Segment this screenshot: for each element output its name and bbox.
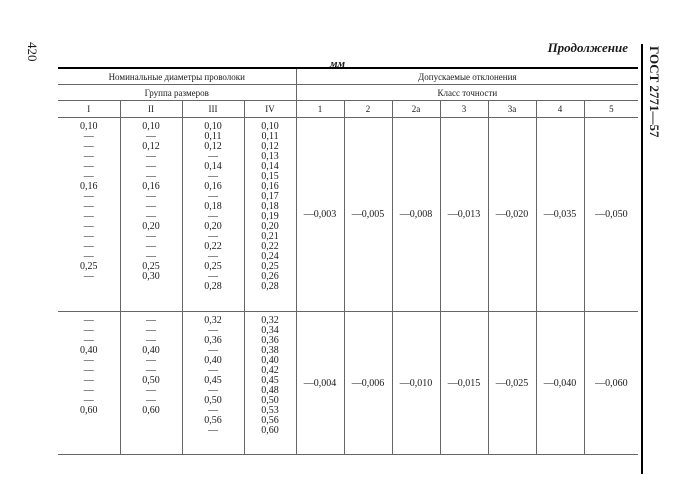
size-value: — <box>146 365 156 376</box>
size-value: 0,14 <box>261 161 279 172</box>
size-value: — <box>208 365 218 376</box>
size-value: — <box>83 151 94 162</box>
size-value: — <box>146 335 156 346</box>
size-value: — <box>208 405 218 416</box>
size-value: — <box>208 151 218 162</box>
col-class-2: 2 <box>344 101 392 118</box>
size-value: 0,10 <box>261 121 279 132</box>
size-value: 0,28 <box>204 281 222 292</box>
cell-tolerance: —0,025 <box>488 312 536 455</box>
size-value: 0,45 <box>204 375 222 386</box>
size-value: 0,56 <box>261 415 279 426</box>
size-value: 0,25 <box>142 261 160 272</box>
size-value: — <box>83 131 94 142</box>
cell-group-iii <box>182 312 244 455</box>
units-label: мм <box>330 58 346 70</box>
size-value: 0,42 <box>261 365 279 376</box>
cell-tolerance: —0,035 <box>536 118 584 312</box>
cell-group-i <box>58 118 120 312</box>
size-value: 0,20 <box>261 221 279 232</box>
size-value: — <box>83 325 94 336</box>
size-value: 0,40 <box>204 355 222 366</box>
size-value: — <box>83 231 94 242</box>
table-row <box>58 312 638 455</box>
size-value: 0,25 <box>204 261 222 272</box>
cell-tolerance: —0,050 <box>584 118 638 312</box>
header-tolerances: Допускаемые отклонения <box>296 68 638 85</box>
size-value: — <box>146 395 156 406</box>
header-size-group: Группа размеров <box>58 85 296 101</box>
size-value: 0,25 <box>80 261 98 272</box>
size-value: — <box>208 425 218 436</box>
size-value: — <box>208 171 218 182</box>
size-value: 0,45 <box>261 375 279 386</box>
size-value: — <box>83 251 94 262</box>
header-nominal-diameters: Номинальные диаметры проволоки <box>58 68 296 85</box>
col-class-2a: 2а <box>392 101 440 118</box>
header-accuracy-class: Класс точности <box>296 85 638 101</box>
tolerance-table <box>58 67 638 455</box>
size-value: 0,30 <box>142 271 160 282</box>
cell-tolerance: —0,003 <box>296 118 344 312</box>
size-value: — <box>146 201 156 212</box>
size-value: — <box>83 395 94 406</box>
size-value: 0,40 <box>261 355 279 366</box>
size-value: 0,21 <box>261 231 279 242</box>
size-value: — <box>208 251 218 262</box>
size-value: — <box>146 231 156 242</box>
size-value: 0,34 <box>261 325 279 336</box>
col-class-3a: 3а <box>488 101 536 118</box>
size-value: 0,50 <box>261 395 279 406</box>
size-value: — <box>83 335 94 346</box>
cell-tolerance: —0,040 <box>536 312 584 455</box>
size-value: 0,36 <box>204 335 222 346</box>
cell-tolerance: —0,060 <box>584 312 638 455</box>
size-value: — <box>146 161 156 172</box>
size-value: 0,40 <box>142 345 160 356</box>
col-group-i: I <box>58 101 120 118</box>
size-value: 0,40 <box>80 345 98 356</box>
size-value: 0,24 <box>261 251 279 262</box>
size-value: 0,60 <box>261 425 279 436</box>
col-group-ii: II <box>120 101 182 118</box>
cell-tolerance: —0,004 <box>296 312 344 455</box>
size-value: — <box>146 191 156 202</box>
size-value: 0,32 <box>261 315 279 326</box>
size-value: — <box>83 211 94 222</box>
standard-code: ГОСТ 2771—57 <box>647 46 662 138</box>
size-value: — <box>83 385 94 396</box>
size-value: — <box>146 315 156 326</box>
size-value: 0,10 <box>142 121 160 132</box>
size-value: 0,20 <box>142 221 160 232</box>
size-value: 0,17 <box>261 191 279 202</box>
size-value: — <box>146 131 156 142</box>
size-value: — <box>83 201 94 212</box>
size-value: 0,11 <box>261 131 279 142</box>
col-class-3: 3 <box>440 101 488 118</box>
size-value: — <box>146 151 156 162</box>
cell-tolerance: —0,010 <box>392 312 440 455</box>
size-value: 0,53 <box>261 405 279 416</box>
page-number: 420 <box>25 42 40 62</box>
cell-tolerance: —0,013 <box>440 118 488 312</box>
cell-group-iv <box>244 312 296 455</box>
size-value: — <box>208 231 218 242</box>
size-value: — <box>208 325 218 336</box>
size-value: 0,18 <box>204 201 222 212</box>
size-value: 0,48 <box>261 385 279 396</box>
size-value: — <box>146 325 156 336</box>
size-value: 0,26 <box>261 271 279 282</box>
size-value: 0,16 <box>142 181 160 192</box>
size-value: 0,60 <box>80 405 98 416</box>
size-value: 0,25 <box>261 261 279 272</box>
size-value: — <box>146 241 156 252</box>
col-group-iv: IV <box>244 101 296 118</box>
cell-group-ii <box>120 118 182 312</box>
size-value: — <box>83 191 94 202</box>
size-value: — <box>208 271 218 282</box>
cell-tolerance: —0,006 <box>344 312 392 455</box>
size-value: 0,36 <box>261 335 279 346</box>
size-value: — <box>83 221 94 232</box>
size-value: — <box>83 365 94 376</box>
size-value: 0,12 <box>261 141 279 152</box>
size-value: — <box>83 161 94 172</box>
size-value: 0,28 <box>261 281 279 292</box>
size-value: 0,22 <box>204 241 222 252</box>
size-value: 0,12 <box>204 141 222 152</box>
size-value: 0,16 <box>80 181 98 192</box>
size-value: — <box>146 385 156 396</box>
size-value: 0,10 <box>80 121 98 132</box>
size-value: — <box>208 385 218 396</box>
size-value: — <box>146 171 156 182</box>
size-value: 0,12 <box>142 141 160 152</box>
cell-tolerance: —0,020 <box>488 118 536 312</box>
size-value: 0,13 <box>261 151 279 162</box>
table-row <box>58 118 638 312</box>
size-value: 0,14 <box>204 161 222 172</box>
size-value: — <box>83 141 94 152</box>
size-value: 0,18 <box>261 201 279 212</box>
size-value: — <box>146 355 156 366</box>
size-value: — <box>83 355 94 366</box>
size-value: 0,22 <box>261 241 279 252</box>
size-value: 0,20 <box>204 221 222 232</box>
cell-tolerance: —0,008 <box>392 118 440 312</box>
continuation-label: Продолжение <box>547 40 628 55</box>
size-value: 0,38 <box>261 345 279 356</box>
size-value: — <box>146 251 156 262</box>
size-value: — <box>208 345 218 356</box>
col-class-5: 5 <box>584 101 638 118</box>
col-class-1: 1 <box>296 101 344 118</box>
size-value: — <box>83 171 94 182</box>
size-value: — <box>208 211 218 222</box>
size-value: — <box>83 315 94 326</box>
size-value: — <box>83 375 94 386</box>
size-value: 0,19 <box>261 211 279 222</box>
cell-group-i <box>58 312 120 455</box>
size-value: — <box>146 211 156 222</box>
size-value: 0,16 <box>261 181 279 192</box>
size-value: — <box>83 271 94 282</box>
cell-tolerance: —0,005 <box>344 118 392 312</box>
size-value: — <box>83 241 94 252</box>
col-group-iii: III <box>182 101 244 118</box>
size-value: 0,50 <box>204 395 222 406</box>
size-value: — <box>208 191 218 202</box>
cell-group-iv <box>244 118 296 312</box>
size-value: 0,56 <box>204 415 222 426</box>
cell-tolerance: —0,015 <box>440 312 488 455</box>
cell-group-iii <box>182 118 244 312</box>
size-value: 0,15 <box>261 171 279 182</box>
size-value: 0,11 <box>204 131 222 142</box>
cell-group-ii <box>120 312 182 455</box>
size-value: 0,50 <box>142 375 160 386</box>
size-value: 0,16 <box>204 181 222 192</box>
size-value: 0,32 <box>204 315 222 326</box>
edge-rule <box>641 44 643 474</box>
size-value: 0,10 <box>204 121 222 132</box>
size-value: 0,60 <box>142 405 160 416</box>
col-class-4: 4 <box>536 101 584 118</box>
